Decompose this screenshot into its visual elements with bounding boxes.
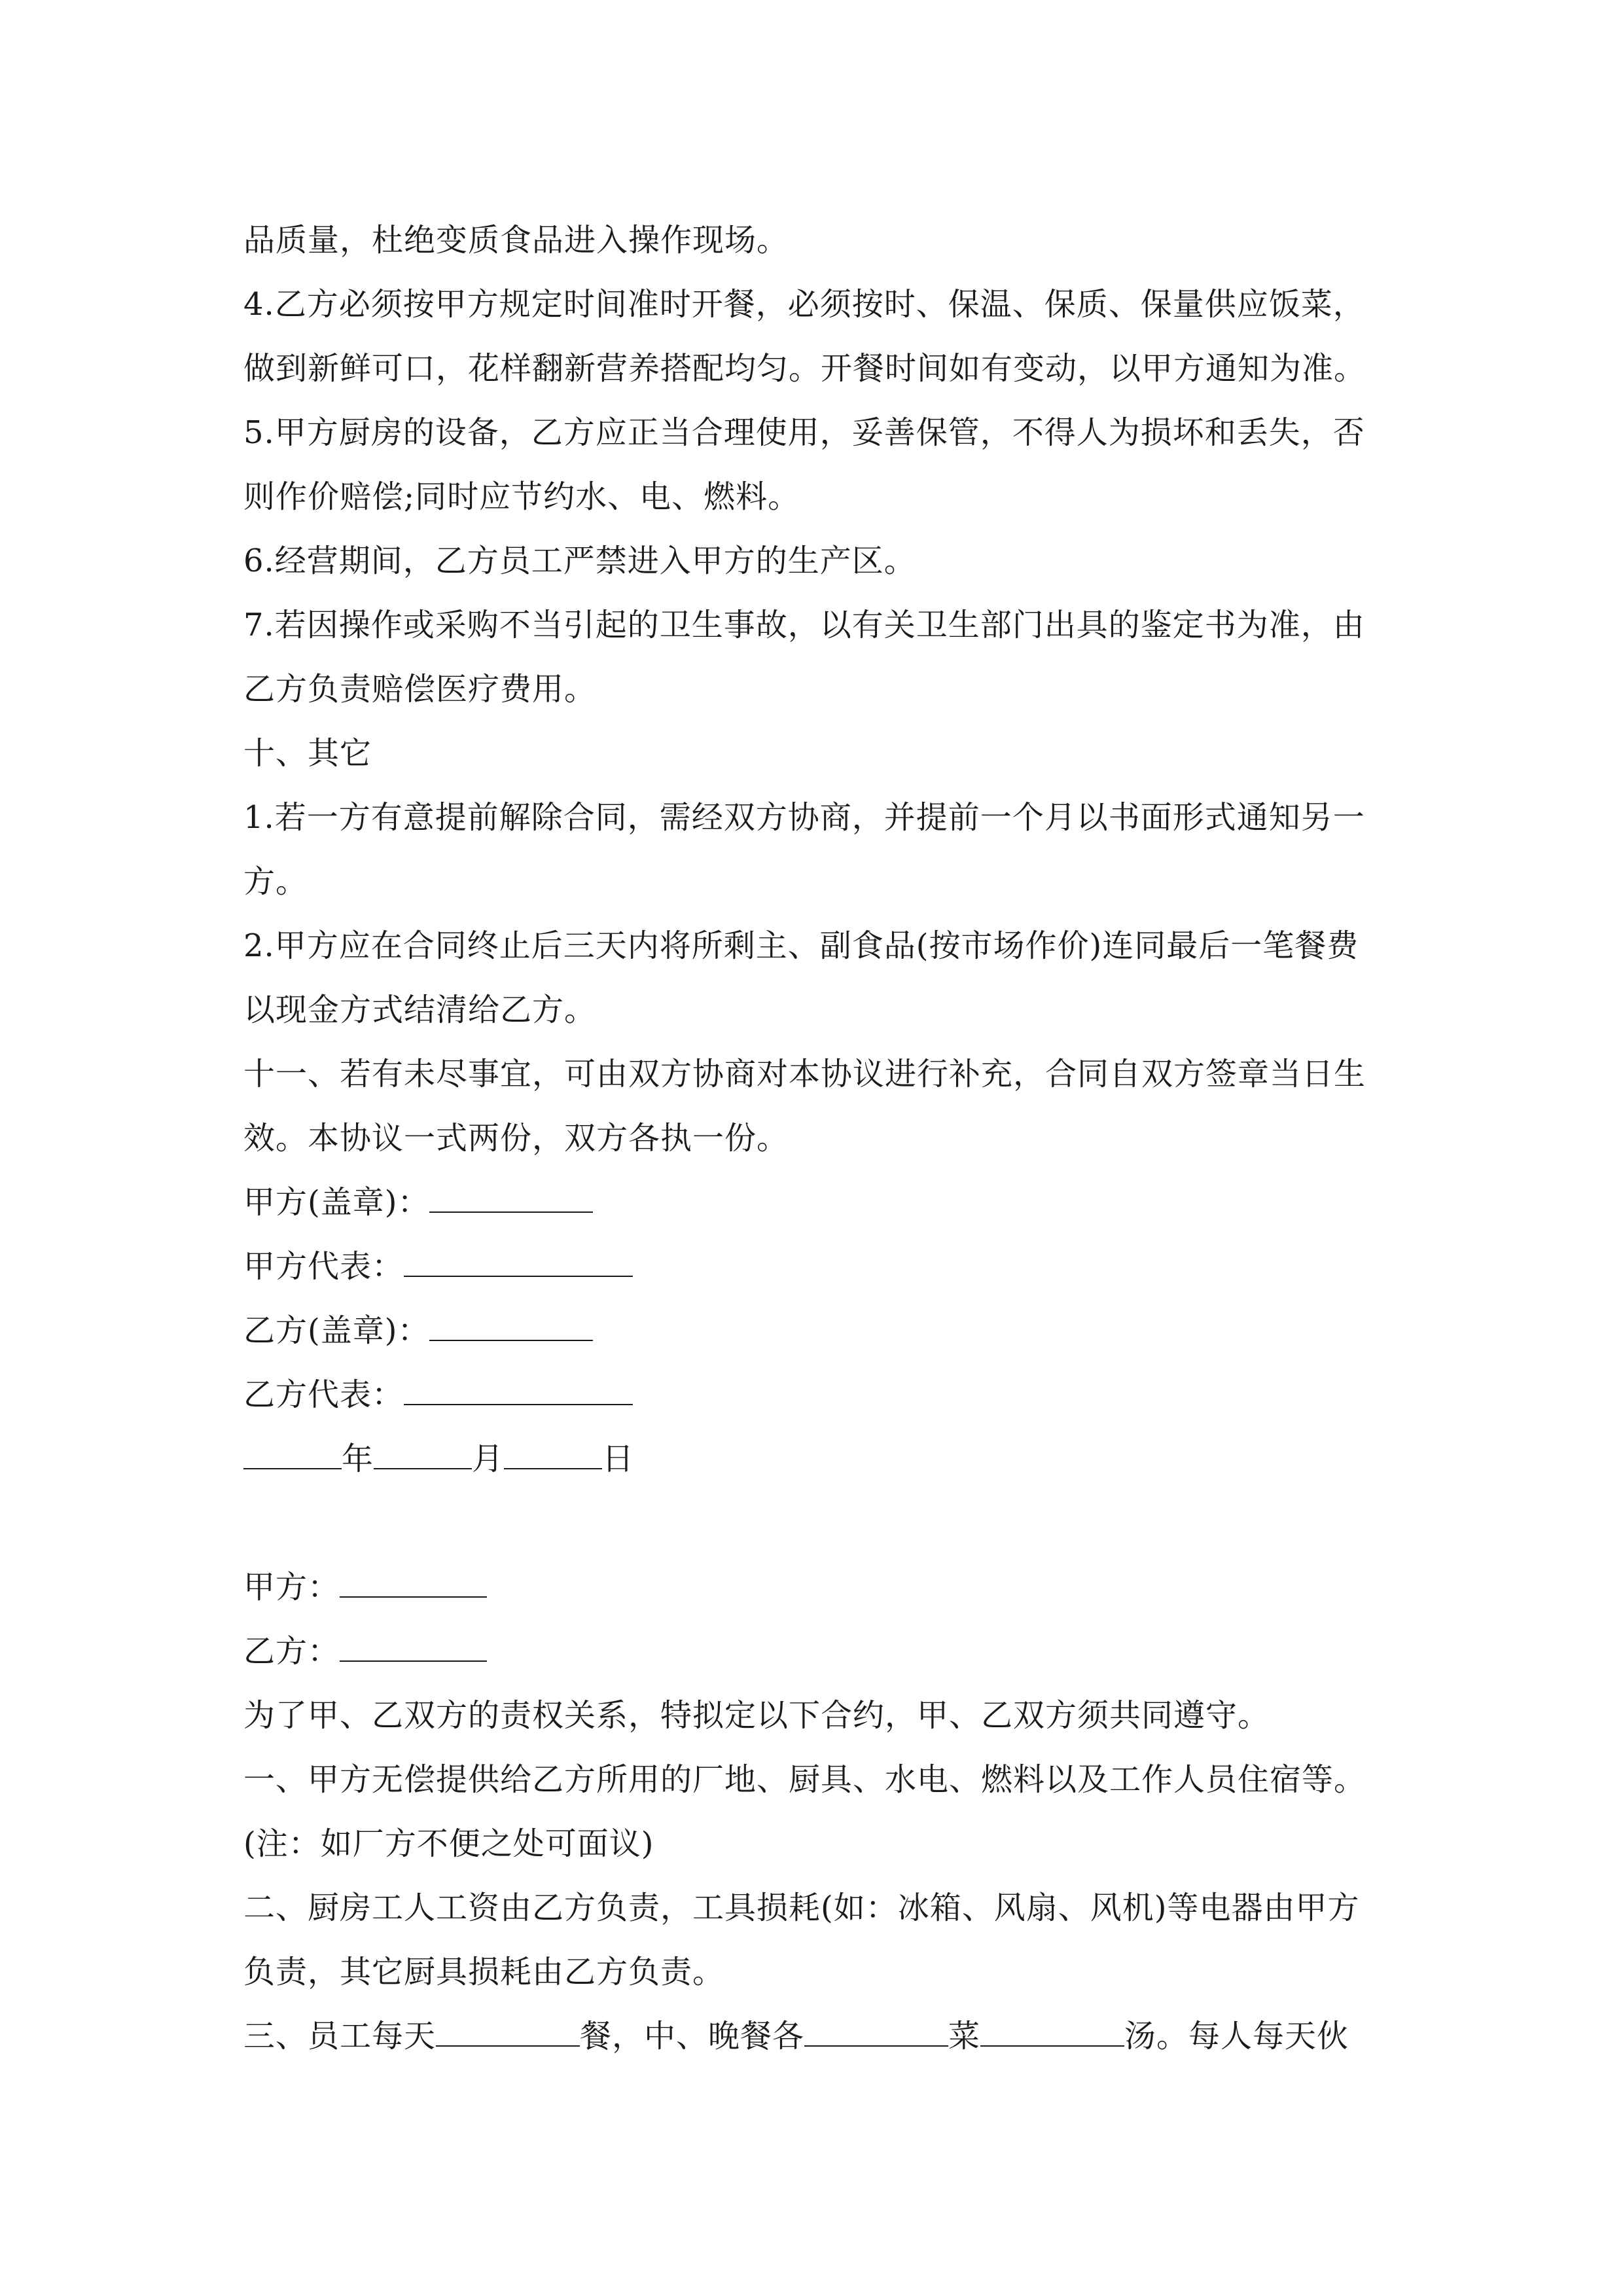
paragraph: 做到新鲜可口，花样翻新营养搭配均匀。开餐时间如有变动，以甲方通知为准。 [243,350,1366,387]
paragraph: 4.乙方必须按甲方规定时间准时开餐，必须按时、保温、保质、保量供应饭菜， [243,286,1365,323]
paragraph: 5.甲方厨房的设备，乙方应正当合理使用，妥善保管，不得人为损坏和丢失，否 [243,414,1365,451]
document-page [243,208,1415,2068]
paragraph: 1.若一方有意提前解除合同，需经双方协商，并提前一个月以书面形式通知另一 [243,799,1365,836]
party-a-rep-line [243,1234,1415,1299]
paragraph: 乙方负责赔偿医疗费用。 [243,671,597,708]
party-b-rep-blank[interactable] [404,1378,633,1405]
clause3-dish: 菜 [948,2018,981,2054]
party-a-rep-blank[interactable] [404,1249,633,1277]
date-line [243,1427,1415,1491]
day-blank[interactable] [504,1442,602,1469]
party-b-line [243,1619,1415,1683]
party-b-rep-label: 乙方代表： [243,1376,404,1413]
paragraph: 十一、若有未尽事宜，可由双方协商对本协议进行补充，合同自双方签章当日生 [243,1056,1366,1092]
party-b-label: 乙方： [243,1633,340,1670]
party-a-rep-label: 甲方代表： [243,1248,404,1285]
paragraph: 品质量，杜绝变质食品进入操作现场。 [243,222,789,259]
party-a-seal-line [243,1170,1415,1234]
paragraph: 一、甲方无偿提供给乙方所用的厂地、厨具、水电、燃料以及工作人员住宿等。 [243,1761,1366,1798]
party-a-seal-blank[interactable] [429,1185,593,1213]
clause3-meal: 餐，中、晚餐各 [580,2018,805,2054]
month-label: 月 [472,1441,505,1477]
year-blank[interactable] [243,1442,342,1469]
party-a-line [243,1555,1415,1619]
clause3-start: 三、员工每天 [243,2018,437,2054]
month-blank[interactable] [374,1442,472,1469]
party-b-rep-line [243,1363,1415,1427]
party-b-seal-blank[interactable] [429,1314,593,1341]
paragraph: 负责，其它厨具损耗由乙方负责。 [243,1954,725,1990]
day-label: 日 [602,1441,635,1477]
party-a-label: 甲方： [243,1569,340,1605]
party-b-seal-line [243,1299,1415,1363]
paragraph: 为了甲、乙双方的责权关系，特拟定以下合约，甲、乙双方须共同遵守。 [243,1697,1270,1734]
party-b-seal-label: 乙方(盖章)： [243,1312,430,1349]
party-a-seal-label: 甲方(盖章)： [243,1184,430,1221]
paragraph: (注：如厂方不便之处可面议) [243,1825,654,1862]
paragraph: 6.经营期间，乙方员工严禁进入甲方的生产区。 [243,543,916,579]
party-b-blank[interactable] [340,1634,487,1662]
soup-count-blank[interactable] [980,2019,1124,2047]
section-gap [243,1491,1415,1555]
paragraph: 效。本协议一式两份，双方各执一份。 [243,1120,789,1157]
year-label: 年 [342,1441,374,1477]
paragraph: 7.若因操作或采购不当引起的卫生事故，以有关卫生部门出具的鉴定书为准，由 [243,607,1365,643]
party-a-blank[interactable] [340,1570,487,1598]
paragraph: 以现金方式结清给乙方。 [243,992,597,1028]
paragraph: 则作价赔偿;同时应节约水、电、燃料。 [243,478,800,515]
paragraph: 方。 [243,863,308,900]
paragraph: 二、厨房工人工资由乙方负责，工具损耗(如：冰箱、风扇、风机)等电器由甲方 [243,1890,1360,1926]
paragraph: 2.甲方应在合同终止后三天内将所剩主、副食品(按市场作价)连同最后一笔餐费 [243,927,1359,964]
meal-count-blank[interactable] [436,2019,580,2047]
clause3-line [243,2004,1415,2068]
dish-count-blank[interactable] [804,2019,948,2047]
clause3-soup: 汤。每人每天伙 [1124,2018,1349,2054]
section-heading: 十、其它 [243,735,372,772]
